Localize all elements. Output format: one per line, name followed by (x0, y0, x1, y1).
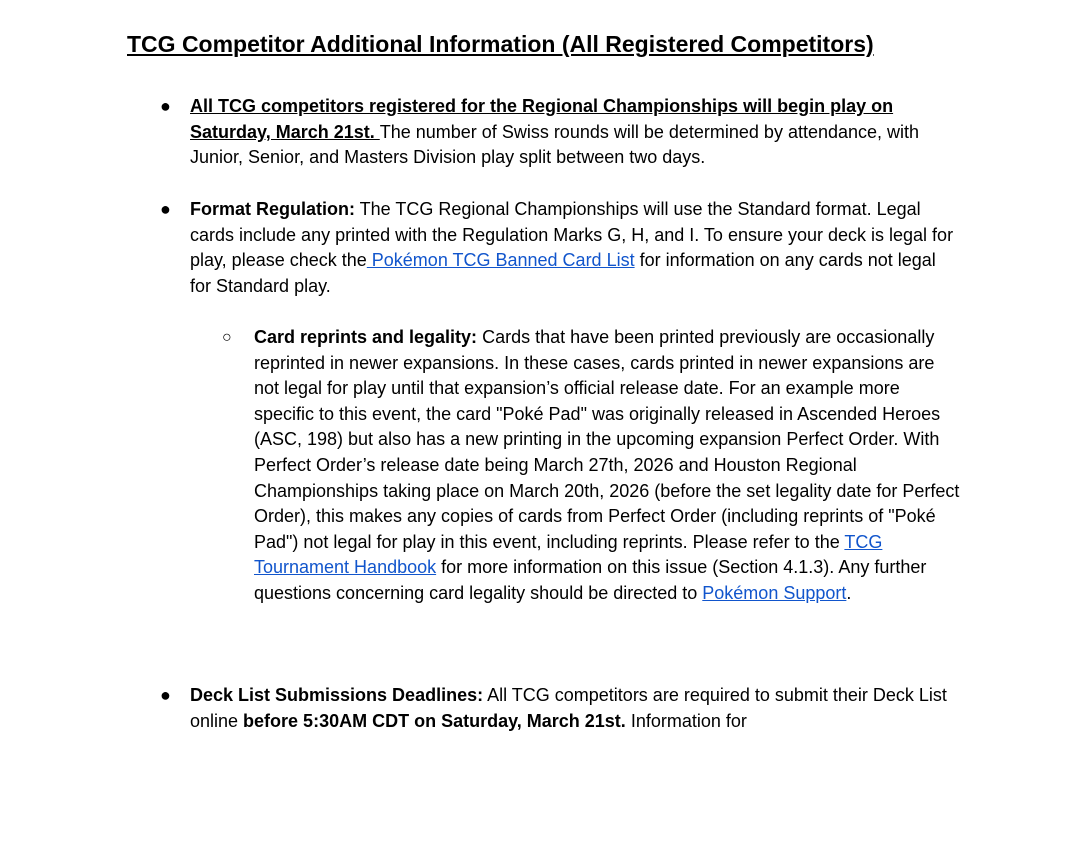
deck-list-text: All TCG competitors are required to submit their Deck List online (190, 685, 947, 731)
document-title: TCG Competitor Additional Information (All Registered Competitors) (127, 31, 874, 57)
sub-bullet-card-reprints (254, 325, 964, 607)
start-date-emphasis: All TCG competitors registered for the Regional Championships will begin play on Saturday, March 21st. (190, 96, 894, 142)
bullet-marker: ● (160, 685, 171, 705)
deck-list-deadline-time: before 5:30AM CDT on Saturday, March 21st. (243, 710, 626, 731)
card-reprints-text-end: . (846, 582, 852, 603)
swiss-rounds-text: The number of Swiss rounds will be determined by attendance, with Junior, Senior, and Masters Division play split between two days. (190, 121, 920, 168)
format-regulation-text: The TCG Regional Championships will use the Standard format. Legal cards include any printed with the Regulation Marks G, H, and I. To ensure your deck is legal for play, please check the (190, 199, 954, 271)
card-reprints-text-middle: for more information on this issue (Section 4.1.3). Any further questions concerning card legality should be directed to (254, 557, 927, 603)
bullet-marker: ● (160, 199, 171, 219)
format-regulation-text-end: for information on any cards not legal for Standard play. (190, 250, 936, 296)
card-reprints-label: Card reprints and legality: (254, 327, 478, 347)
deck-list-text-end: Information for (625, 710, 747, 731)
bullet-deck-list-deadlines (190, 683, 960, 734)
format-regulation-label: Format Regulation: (190, 199, 355, 219)
banned-card-list-link[interactable]: Pokémon TCG Banned Card List (366, 250, 635, 271)
deck-list-deadlines-label: Deck List Submissions Deadlines: (190, 685, 484, 705)
bullet-format-regulation (190, 197, 960, 299)
sub-bullet-marker: ○ (222, 329, 232, 346)
card-reprints-text: Cards that have been printed previously are occasionally reprinted in newer expansions. In these cases, cards printed in newer expansions are not legal for play until that expansion’s official release date. For an example more specific to this event, the card "Poké Pad" was originally released in Ascended Heroes (ASC, 198) but also has a new printing in the upcoming expansion Perfect Order. With Perfect Order’s release date being March 27th, 2026 and Houston Regional Championships taking place on March 20th, 2026 (before the set legality date for Perfect Order), this makes any copies of cards from Perfect Order (including reprints of "Poké Pad") not legal for play in this event, including reprints. Please refer to the (254, 327, 960, 552)
pokemon-support-link[interactable]: Pokémon Support (702, 582, 847, 603)
bullet-marker: ● (160, 96, 171, 116)
tournament-handbook-link[interactable]: TCG Tournament Handbook (254, 531, 883, 578)
bullet-start-date (190, 94, 960, 171)
